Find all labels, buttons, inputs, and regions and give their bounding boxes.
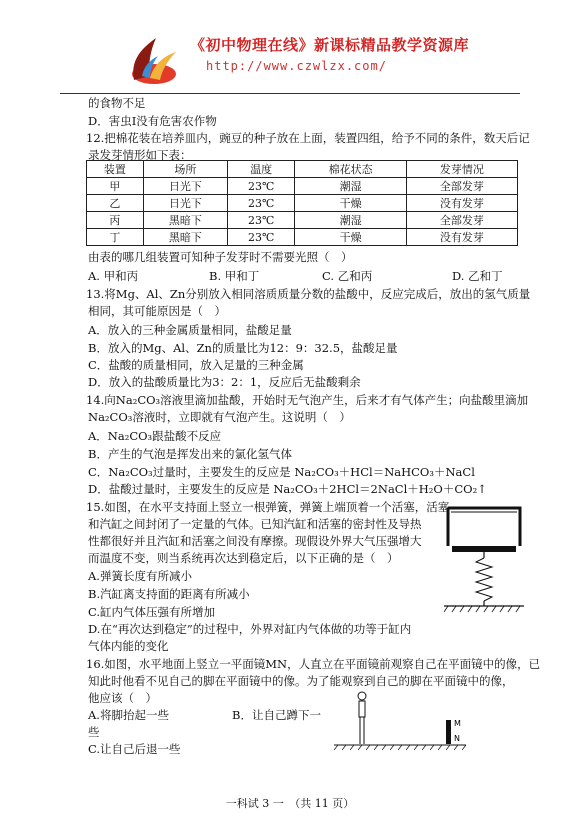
- text-line: 知此时他看不见自己的脚在平面镜中的像。为了能观察到自己的脚在平面镜中的像，: [88, 674, 514, 688]
- text-line: D．害虫Ⅰ没有危害农作物: [88, 114, 217, 128]
- option-b[interactable]: B.汽缸离支持面的距离有所减小: [88, 587, 250, 601]
- option-d[interactable]: D.在“再次达到稳定”的过程中，外界对缸内气体做的功等于缸内: [88, 622, 412, 636]
- table-cell: 黑暗下: [143, 212, 227, 229]
- option-a[interactable]: A. 甲和丙: [88, 269, 139, 283]
- question-15-stem: 15.如图，在水平支持面上竖立一根弹簧，弹簧上端顶着一个活塞，活塞: [86, 500, 450, 514]
- page-footer: 一科试 3 一 （共 11 页）: [225, 797, 355, 810]
- table-cell: 没有发芽: [406, 229, 517, 246]
- table-cell: 日光下: [143, 178, 227, 195]
- question-14-stem: 14.向Na₂CO₃溶液里滴加盐酸，开始时无气泡产生，后来才有气体产生；向盐酸里滴加: [86, 393, 529, 407]
- option-b[interactable]: B．产生的气泡是挥发出来的氯化氢气体: [88, 447, 292, 461]
- option-a[interactable]: A.弹簧长度有所减小: [88, 569, 192, 583]
- table-cell: 全部发芽: [406, 178, 517, 195]
- table-row: [87, 229, 518, 246]
- table-header-row: [87, 161, 518, 178]
- table-cell: 黑暗下: [143, 229, 227, 246]
- text-line: 而温度不变，则当系统再次达到稳定后，以下正确的是（ ）: [88, 551, 399, 565]
- option-d[interactable]: D. 乙和丁: [452, 269, 503, 283]
- q12-options: [88, 268, 503, 284]
- page-header: [0, 0, 580, 95]
- text-line: 由表的哪几组装置可知种子发芽时不需要光照（ ）: [88, 250, 353, 264]
- option-c[interactable]: C. 乙和丙: [322, 269, 373, 283]
- option-d[interactable]: D．放入的盐酸质量比为3：2：1，反应后无盐酸剩余: [88, 375, 361, 389]
- text-line: 相同，其可能原因是（ ）: [88, 304, 226, 318]
- option-c[interactable]: C.让自己后退一些: [88, 742, 181, 756]
- question-16-stem: 16.如图，水平地面上竖立一平面镜MN，人直立在平面镜前观察自己在平面镜中的像，已: [86, 657, 541, 671]
- option-b[interactable]: B．放入的Mg、Al、Zn的质量比为12：9：32.5，盐酸足量: [88, 341, 398, 355]
- table-cell: 干燥: [295, 195, 406, 212]
- text-line: 些: [88, 725, 100, 739]
- header-divider: [60, 93, 520, 94]
- header-title: 《初中物理在线》新课标精品教学资源库: [190, 36, 470, 54]
- text-line: 录发芽情形如下表：: [88, 148, 192, 162]
- text-line: 他应该（ ）: [88, 691, 157, 705]
- table-cell: 23℃: [227, 229, 295, 246]
- text-line: 气体内能的变化: [88, 639, 169, 653]
- table-cell: 全部发芽: [406, 212, 517, 229]
- table-cell: 潮湿: [295, 178, 406, 195]
- person-mirror-figure: [330, 688, 470, 754]
- table-header-cell: 温度: [227, 161, 295, 178]
- option-a[interactable]: A．放入的三种金属质量相同，盐酸足量: [88, 323, 292, 337]
- option-c[interactable]: C.缸内气体压强有所增加: [88, 605, 216, 619]
- table-header-cell: 发芽情况: [406, 161, 517, 178]
- cylinder-spring-figure: [444, 506, 524, 618]
- germination-table: [86, 160, 518, 246]
- table-header-cell: 装置: [87, 161, 144, 178]
- question-13-stem: 13.将Mg、Al、Zn分别放入相同溶质质量分数的盐酸中，反应完成后，放出的氢气质量: [86, 287, 531, 301]
- table-cell: 丁: [87, 229, 144, 246]
- table-cell: 23℃: [227, 212, 295, 229]
- table-cell: 甲: [87, 178, 144, 195]
- site-logo: [120, 30, 182, 88]
- table-header-cell: 场所: [143, 161, 227, 178]
- option-c[interactable]: C．Na₂CO₃过量时，主要发生的反应是 Na₂CO₃＋HCl＝NaHCO₃＋NaCl: [88, 465, 475, 479]
- text-line: 性都很好并且汽缸和活塞之间没有摩擦。现假设外界大气压强增大: [88, 534, 422, 548]
- table-cell: 没有发芽: [406, 195, 517, 212]
- option-b[interactable]: B. 甲和丁: [209, 269, 260, 283]
- table-cell: 日光下: [143, 195, 227, 212]
- table-cell: 23℃: [227, 195, 295, 212]
- option-c[interactable]: C．盐酸的质量相同，放入足量的三种金属: [88, 358, 304, 372]
- option-a[interactable]: A．Na₂CO₃跟盐酸不反应: [88, 429, 222, 443]
- table-cell: 潮湿: [295, 212, 406, 229]
- option-b[interactable]: B．让自己蹲下一: [232, 708, 321, 722]
- text-line: 和汽缸之间封闭了一定量的气体。已知汽缸和活塞的密封性及导热: [88, 517, 422, 531]
- text-line: Na₂CO₃溶液时，立即就有气泡产生。这说明（ ）: [88, 410, 351, 424]
- text-line: 的食物不足: [88, 96, 146, 110]
- table-cell: 乙: [87, 195, 144, 212]
- table-row: [87, 178, 518, 195]
- header-url[interactable]: http://www.czwlzx.com/: [206, 59, 387, 73]
- table-cell: 丙: [87, 212, 144, 229]
- table-header-cell: 棉花状态: [295, 161, 406, 178]
- table-row: [87, 212, 518, 229]
- option-d[interactable]: D．盐酸过量时，主要发生的反应是 Na₂CO₃＋2HCl＝2NaCl＋H₂O＋CO₂↑: [88, 482, 487, 496]
- table-cell: 23℃: [227, 178, 295, 195]
- option-a[interactable]: A.将脚抬起一些: [88, 708, 169, 722]
- table-cell: 干燥: [295, 229, 406, 246]
- question-12-stem: 12.把棉花装在培养皿内，豌豆的种子放在上面，装置四组，给予不同的条件，数天后记: [86, 131, 530, 145]
- mirror-label-n: N: [454, 734, 460, 743]
- table-row: [87, 195, 518, 212]
- mirror-label-m: M: [454, 719, 461, 728]
